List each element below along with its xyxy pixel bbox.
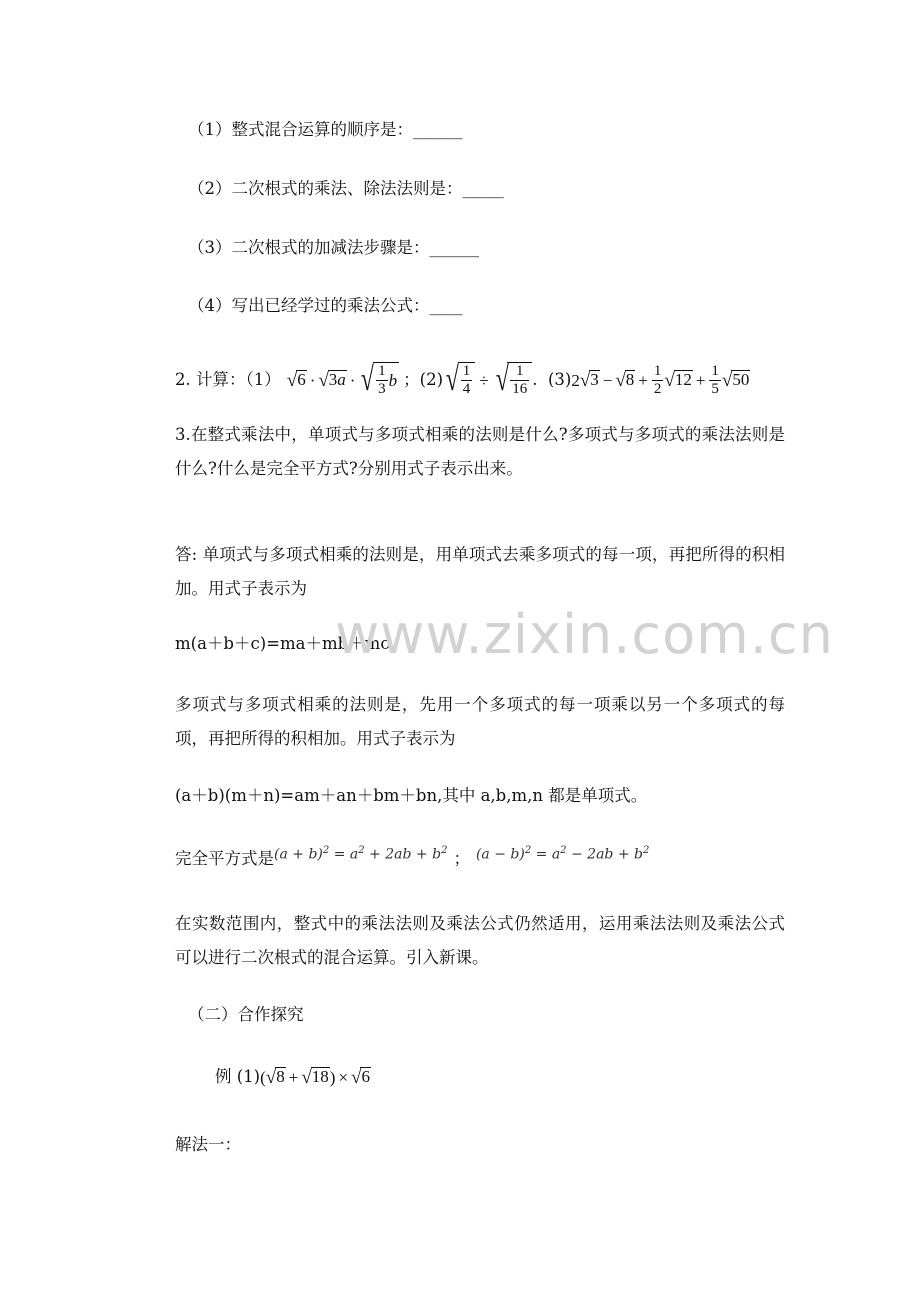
calc-sep-3: . (3)	[532, 369, 572, 389]
example-1	[215, 1062, 371, 1092]
solution-label: 解法一：	[175, 1135, 241, 1154]
perfect-square-label: 完全平方式是	[175, 849, 274, 869]
question-1: （1）整式混合运算的顺序是：______	[188, 120, 463, 139]
perfect-square-line	[175, 846, 649, 868]
formula-2: (a＋b)(m＋n)=am＋an＋bm＋bn,其中 a,b,m,n 都是单项式。	[175, 786, 648, 805]
question-3: （3）二次根式的加减法步骤是：______	[188, 238, 479, 257]
example-label: 例 (1)	[215, 1066, 261, 1086]
calc-part1: √ 6 · √ 3a · √ $\frac{1}{3}$ b	[286, 361, 398, 398]
watermark: www.zixin.com.cn	[335, 603, 834, 666]
formula-1: m(a＋b＋c)=ma＋mb＋mc	[175, 634, 390, 653]
perfect-square-formula-2: $(a - b)^2 = a^2 - 2ab + b^2$	[475, 845, 650, 863]
calc-sep-2: ；(2)	[403, 369, 444, 389]
answer-paragraph-1: 答: 单项式与多项式相乘的法则是，用单项式去乘多项式的每一项，再把所得的积相加。用式子表示为	[175, 545, 785, 598]
example-expression: ( √ 8 + √ 18 ) × √ 6	[260, 1066, 370, 1088]
perfect-square-sep: ；	[453, 849, 470, 869]
calc-line	[175, 355, 750, 405]
conclusion-paragraph: 在实数范围内，整式中的乘法法则及乘法公式仍然适用，运用乘法法则及乘法公式可以进行二次根式的混合运算。引入新课。	[175, 914, 785, 967]
section-2-heading: （二）合作探究	[188, 1005, 304, 1024]
perfect-square-formula-1: $(a + b)^2 = a^2 + 2ab + b^2$	[274, 845, 448, 863]
calc-label: 2. 计算：（1）	[175, 369, 281, 389]
answer-paragraph-2: 多项式与多项式相乘的法则是，先用一个多项式的每一项乘以另一个多项式的每项，再把所得的积相加。用式子表示为	[175, 695, 785, 748]
question-2: （2）二次根式的乘法、除法法则是：_____	[188, 179, 504, 198]
question-4: （4）写出已经学过的乘法公式：____	[188, 296, 463, 315]
calc-part3: 2 √ 3 − √ 8 + $\frac{1}{2}$ √ 12 + $\frac{1}{5}$ √ 50	[571, 362, 750, 397]
question-3-text: 3.在整式乘法中，单项式与多项式相乘的法则是什么?多项式与多项式的乘法法则是什么?什么是完全平方式?分别用式子表示出来。	[175, 425, 785, 478]
calc-part2: √ $\frac{1}{4}$ ÷ √ $\frac{1}{16}$	[443, 362, 532, 398]
